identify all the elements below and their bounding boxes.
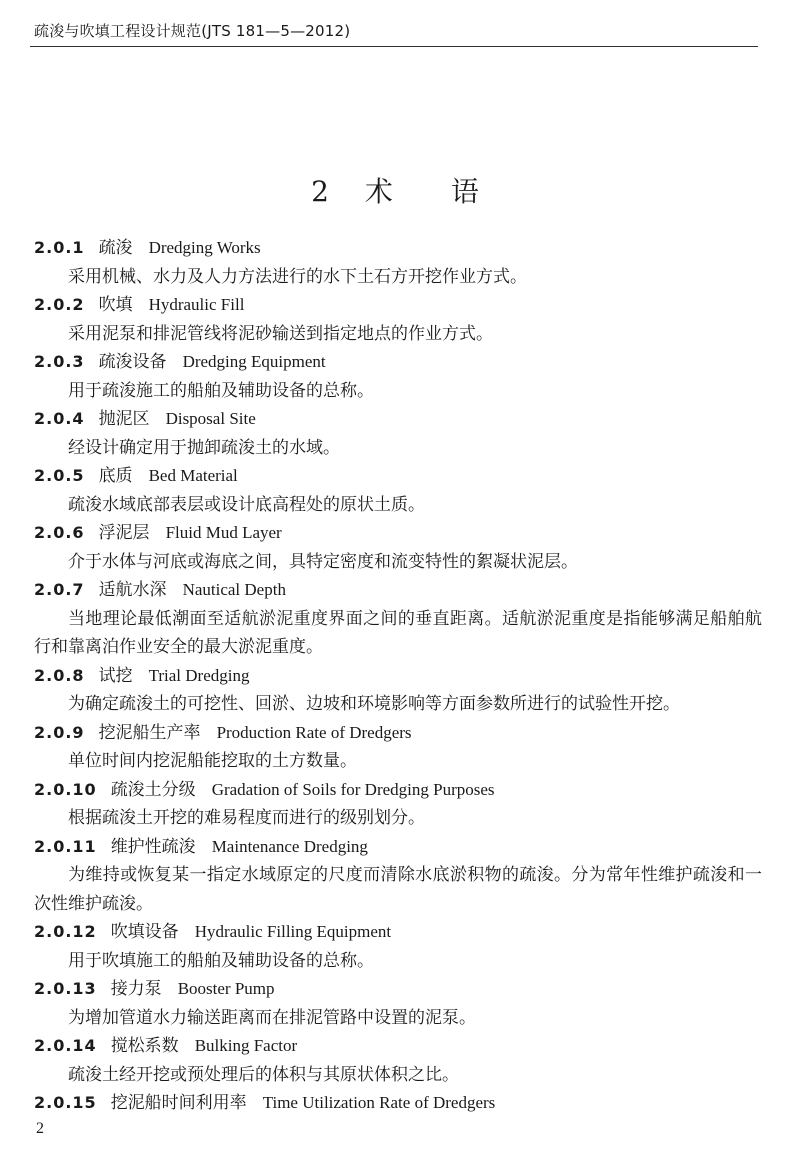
term-english-name: Nautical Depth <box>182 580 286 599</box>
term-definition: 采用泥泵和排泥管线将泥砂输送到指定地点的作业方式。 <box>68 323 493 344</box>
term-chinese-name: 浮泥层 <box>98 523 150 543</box>
term-chinese-name: 疏浚设备 <box>98 352 167 372</box>
term-heading <box>34 662 762 691</box>
term-english-name: Trial Dredging <box>148 665 250 685</box>
term-number: 2.0.1 <box>34 238 85 257</box>
term-heading <box>34 719 762 748</box>
term-chinese-name: 挖泥船时间利用率 <box>110 1093 247 1113</box>
term-number: 2.0.3 <box>34 352 85 371</box>
term-english-name: Fluid Mud Layer <box>165 523 282 542</box>
term-definition: 根据疏浚土开挖的难易程度而进行的级别划分。 <box>68 808 425 828</box>
term-english-name: Dredging Works <box>148 238 261 257</box>
running-header: 疏浚与吹填工程设计规范(JTS 181—5—2012) <box>34 22 351 40</box>
term-english-name: Time Utilization Rate of Dredgers <box>262 1093 496 1112</box>
term-entry <box>34 975 762 1032</box>
term-heading <box>34 918 762 947</box>
chapter-title-char-2: 语 <box>450 175 479 208</box>
header-rule <box>30 46 758 47</box>
term-entry <box>34 576 762 662</box>
page-number: 2 <box>36 1120 44 1137</box>
term-chinese-name: 接力泵 <box>110 979 162 999</box>
term-definition: 为确定疏浚土的可挖性、回淤、边坡和环境影响等方面参数所进行的试验性开挖。 <box>68 694 680 714</box>
term-definition: 采用机械、水力及人力方法进行的水下土石方开挖作业方式。 <box>68 266 527 287</box>
term-chinese-name: 疏浚土分级 <box>110 779 196 800</box>
term-number: 2.0.10 <box>34 779 97 799</box>
term-number: 2.0.5 <box>34 466 85 485</box>
term-english-name: Hydraulic Filling Equipment <box>194 922 392 941</box>
term-entry <box>34 1089 762 1118</box>
term-definition: 为维持或恢复某一指定水域原定的尺度而清除水底淤积物的疏浚。分为常年性维护疏浚和一次性维护疏浚。 <box>34 865 762 914</box>
term-entry <box>34 719 762 776</box>
term-entry <box>34 462 762 519</box>
term-entry <box>34 234 762 291</box>
term-chinese-name: 底质 <box>98 466 133 486</box>
term-number: 2.0.6 <box>34 523 85 542</box>
chapter-number: 2 <box>311 175 329 208</box>
term-number: 2.0.7 <box>34 580 85 599</box>
term-number: 2.0.11 <box>34 836 97 856</box>
term-english-name: Maintenance Dredging <box>211 836 368 856</box>
term-definition: 为增加管道水力输送距离而在排泥管路中设置的泥泵。 <box>68 1007 476 1028</box>
term-chinese-name: 吹填设备 <box>110 922 179 942</box>
term-heading <box>34 1032 762 1061</box>
term-number: 2.0.4 <box>34 409 85 428</box>
term-english-name: Booster Pump <box>177 979 275 998</box>
term-number: 2.0.14 <box>34 1036 97 1055</box>
term-entry <box>34 1032 762 1089</box>
term-chinese-name: 试挖 <box>98 665 133 686</box>
term-number: 2.0.9 <box>34 722 85 742</box>
term-entry <box>34 348 762 405</box>
term-chinese-name: 抛泥区 <box>98 409 150 429</box>
term-heading <box>34 405 762 434</box>
term-definition: 疏浚水域底部表层或设计底高程处的原状土质。 <box>68 494 425 515</box>
term-chinese-name: 挖泥船生产率 <box>98 722 201 743</box>
term-number: 2.0.13 <box>34 979 97 998</box>
chapter-title <box>0 170 790 210</box>
term-english-name: Dredging Equipment <box>182 352 326 371</box>
term-number: 2.0.8 <box>34 665 85 685</box>
term-heading <box>34 576 762 605</box>
term-definition: 经设计确定用于抛卸疏浚土的水域。 <box>68 437 340 458</box>
terms-list <box>34 234 762 1118</box>
term-chinese-name: 疏浚 <box>98 238 133 258</box>
term-entry <box>34 662 762 719</box>
term-english-name: Disposal Site <box>165 409 256 428</box>
term-number: 2.0.2 <box>34 295 85 314</box>
term-definition: 用于吹填施工的船舶及辅助设备的总称。 <box>68 950 374 971</box>
term-heading <box>34 833 762 862</box>
term-definition: 介于水体与河底或海底之间，具特定密度和流变特性的絮凝状泥层。 <box>68 551 578 572</box>
term-heading <box>34 462 762 491</box>
term-entry <box>34 918 762 975</box>
term-definition: 单位时间内挖泥船能挖取的土方数量。 <box>68 751 357 771</box>
chapter-title-char-1: 术 <box>364 175 393 208</box>
term-heading <box>34 1089 762 1118</box>
term-english-name: Hydraulic Fill <box>148 295 245 314</box>
term-english-name: Bed Material <box>148 466 238 485</box>
term-chinese-name: 搅松系数 <box>110 1036 179 1056</box>
term-heading <box>34 519 762 548</box>
term-entry <box>34 405 762 462</box>
term-entry <box>34 291 762 348</box>
term-entry <box>34 519 762 576</box>
term-english-name: Gradation of Soils for Dredging Purposes <box>211 779 495 799</box>
term-english-name: Production Rate of Dredgers <box>216 722 412 742</box>
term-heading <box>34 776 762 805</box>
term-chinese-name: 适航水深 <box>98 580 167 600</box>
term-heading <box>34 291 762 320</box>
term-chinese-name: 吹填 <box>98 295 133 315</box>
term-definition: 当地理论最低潮面至适航淤泥重度界面之间的垂直距离。适航淤泥重度是指能够满足船舶航行和靠离泊作业安全的最大淤泥重度。 <box>34 608 762 657</box>
term-number: 2.0.15 <box>34 1093 97 1112</box>
term-definition: 疏浚土经开挖或预处理后的体积与其原状体积之比。 <box>68 1064 459 1085</box>
term-entry <box>34 833 762 919</box>
term-heading <box>34 234 762 263</box>
term-entry <box>34 776 762 833</box>
term-english-name: Bulking Factor <box>194 1036 298 1055</box>
term-number: 2.0.12 <box>34 922 97 941</box>
term-chinese-name: 维护性疏浚 <box>110 836 196 857</box>
term-heading <box>34 975 762 1004</box>
term-definition: 用于疏浚施工的船舶及辅助设备的总称。 <box>68 380 374 401</box>
term-heading <box>34 348 762 377</box>
